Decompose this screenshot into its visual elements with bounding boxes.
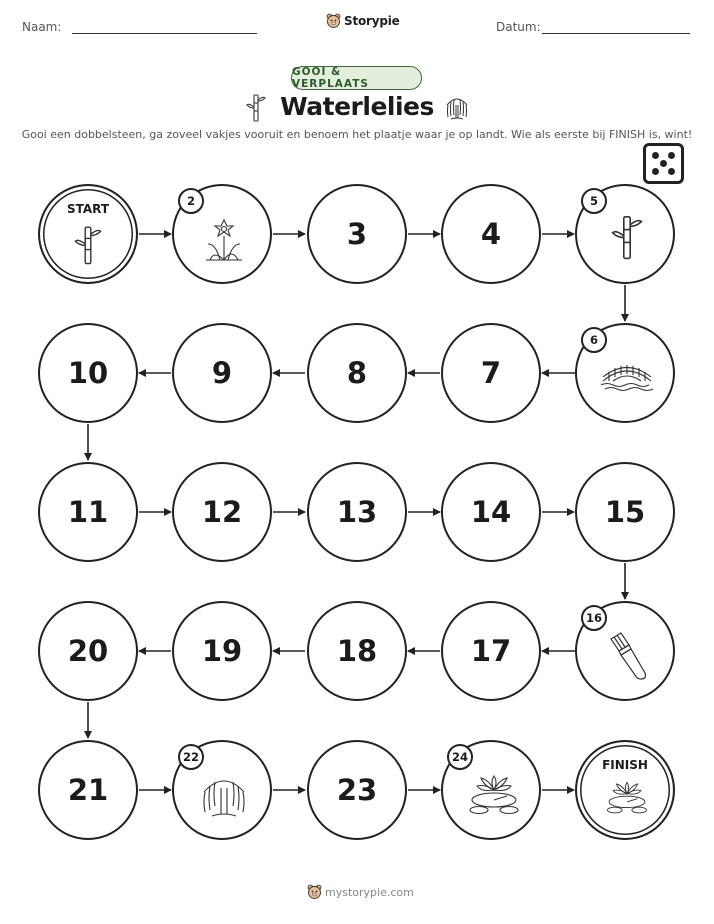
board-cell[interactable] [575,323,675,423]
willow-tree-icon [443,93,471,121]
bamboo-icon [246,92,266,122]
instructions: Gooi een dobbelsteen, ga zoveel vakjes vooruit en benoem het plaatje waar je op landt. Wie als eerste bij FINISH is, wint! [21,128,693,141]
daffodil-icon [204,214,244,264]
board-cell[interactable] [575,462,675,562]
cell-number: 3 [346,217,368,251]
board-cell[interactable] [172,601,272,701]
board-cell-finish[interactable] [575,740,675,840]
board-cell[interactable] [441,740,541,840]
page-title: Waterlelies [280,92,434,121]
board-cell[interactable] [172,323,272,423]
board-cell[interactable] [307,740,407,840]
board-cell[interactable] [441,462,541,562]
date-label: Datum: [496,20,541,34]
water-lily-icon [467,772,521,816]
bamboo-icon [611,212,643,260]
board-cell[interactable] [441,184,541,284]
name-field[interactable] [72,33,257,34]
cell-number: 11 [67,495,109,529]
footer-url[interactable]: mystorypie.com [325,885,414,899]
cell-number: 8 [346,356,368,390]
start-label: START [66,202,110,216]
footer [307,884,414,900]
cell-number: 10 [67,356,109,390]
board-cell[interactable] [172,462,272,562]
cell-number-badge: 6 [581,327,607,353]
cell-number: 21 [67,773,109,807]
board-cell[interactable] [441,601,541,701]
board-cell[interactable] [38,601,138,701]
board-cell[interactable] [172,184,272,284]
category-pill: GOOI & VERPLAATS [291,66,422,90]
dice-icon [643,143,684,184]
cell-number: 20 [67,634,109,668]
paintbrush-icon [607,631,649,683]
cell-number-badge: 16 [581,605,607,631]
cell-number: 23 [336,773,378,807]
date-field[interactable] [542,33,690,34]
board-cell[interactable] [38,323,138,423]
finish-label: FINISH [602,758,648,772]
bridge-icon [599,359,655,393]
board-cell[interactable] [307,323,407,423]
cell-number-badge: 5 [581,188,607,214]
brand-name: Storypie [344,14,400,28]
cell-number: 4 [480,217,502,251]
cell-number: 18 [336,634,378,668]
board-cell[interactable] [38,740,138,840]
willow-tree-icon [198,772,250,820]
board-cell[interactable] [575,184,675,284]
cell-number: 9 [211,356,233,390]
board-cell[interactable] [307,601,407,701]
cell-number: 15 [604,495,646,529]
name-label: Naam: [22,20,62,34]
storypie-mascot-icon [326,13,341,29]
cell-number: 19 [201,634,243,668]
board-cell[interactable] [38,462,138,562]
board-cell[interactable] [307,462,407,562]
cell-number-badge: 22 [178,744,204,770]
board-cell[interactable] [172,740,272,840]
storypie-mascot-icon [307,884,322,900]
cell-number: 14 [470,495,512,529]
water-lily-icon [605,778,649,816]
bamboo-icon [74,222,102,266]
brand-logo [326,13,400,29]
cell-number-badge: 2 [178,188,204,214]
board-cell[interactable] [307,184,407,284]
board-cell[interactable] [575,601,675,701]
board-cell-start[interactable] [38,184,138,284]
cell-number: 13 [336,495,378,529]
cell-number-badge: 24 [447,744,473,770]
cell-number: 17 [470,634,512,668]
cell-number: 7 [480,356,502,390]
board-cell[interactable] [441,323,541,423]
cell-number: 12 [201,495,243,529]
